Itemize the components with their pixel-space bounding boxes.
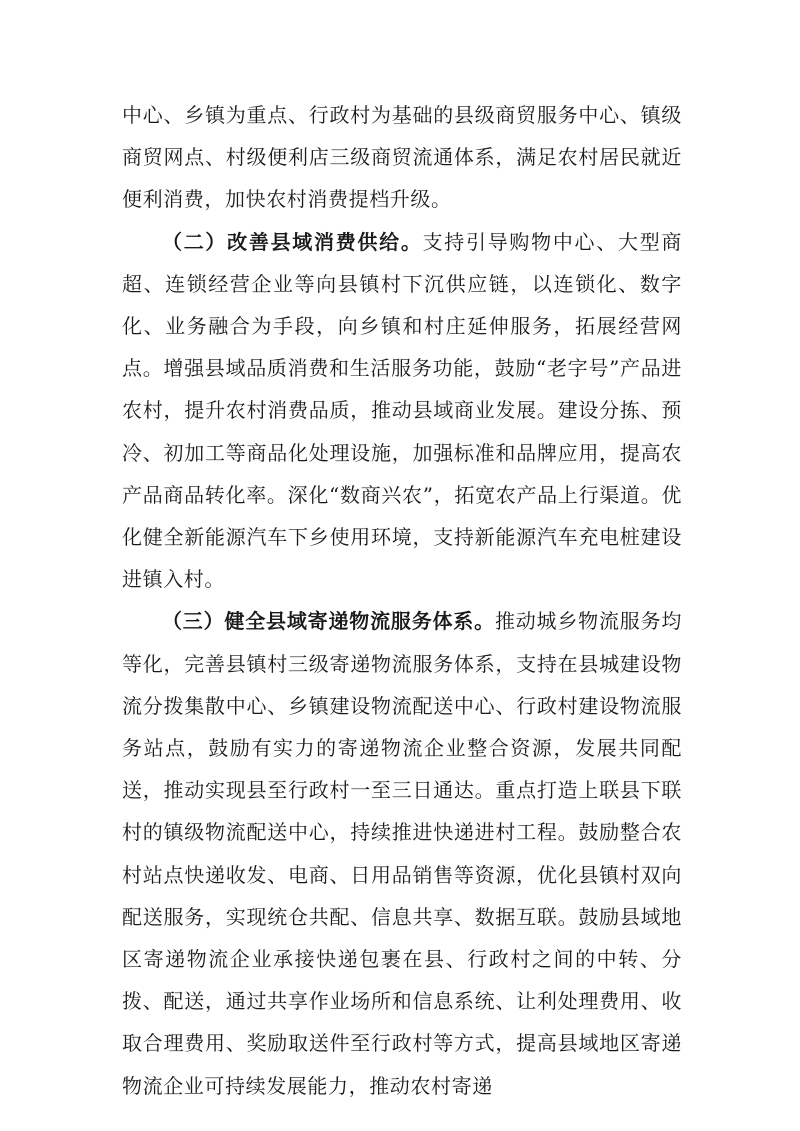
paragraph-logistics-system [122, 600, 682, 1106]
paragraph-text: 中心、乡镇为重点、行政村为基础的县级商贸服务中心、镇级商贸网点、村级便利店三级商贸流通体系，满足农村居民就近便利消费，加快农村消费提档升级。 [122, 103, 682, 212]
document-body [122, 94, 682, 1107]
paragraph-continuation [122, 94, 682, 221]
section-heading-2: （二）改善县域消费供给。 [162, 229, 423, 254]
paragraph-consumption-supply [122, 221, 682, 601]
paragraph-text: 支持引导购物中心、大型商超、连锁经营企业等向县镇村下沉供应链，以连锁化、数字化、业务融合为手段，向乡镇和村庄延伸服务，拓展经营网点。增强县域品质消费和生活服务功能，鼓励“老字号”产品进农村，提升农村消费品质，推动县域商业发展。建设分拣、预冷、初加工等商品化处理设施，加强标准和品牌应用，提高农产品商品转化率。深化“数商兴农”，拓宽农产品上行渠道。优化健全新能源汽车下乡使用环境，支持新能源汽车充电桩建设进镇入村。 [122, 229, 683, 592]
paragraph-text: 推动城乡物流服务均等化，完善县镇村三级寄递物流服务体系，支持在县城建设物流分拨集散中心、乡镇建设物流配送中心、行政村建设物流服务站点，鼓励有实力的寄递物流企业整合资源，发展共同配送，推动实现县至行政村一至三日通达。重点打造上联县下联村的镇级物流配送中心，持续推进快递进村工程。鼓励整合农村站点快递收发、电商、日用品销售等资源，优化县镇村双向配送服务，实现统仓共配、信息共享、数据互联。鼓励县域地区寄递物流企业承接快递包裹在县、行政村之间的中转、分拨、配送，通过共享作业场所和信息系统、让利处理费用、收取合理费用、奖励取送件至行政村等方式，提高县域地区寄递物流企业可持续发展能力，推动农村寄递 [122, 609, 682, 1098]
section-heading-3: （三）健全县域寄递物流服务体系。 [162, 609, 495, 634]
